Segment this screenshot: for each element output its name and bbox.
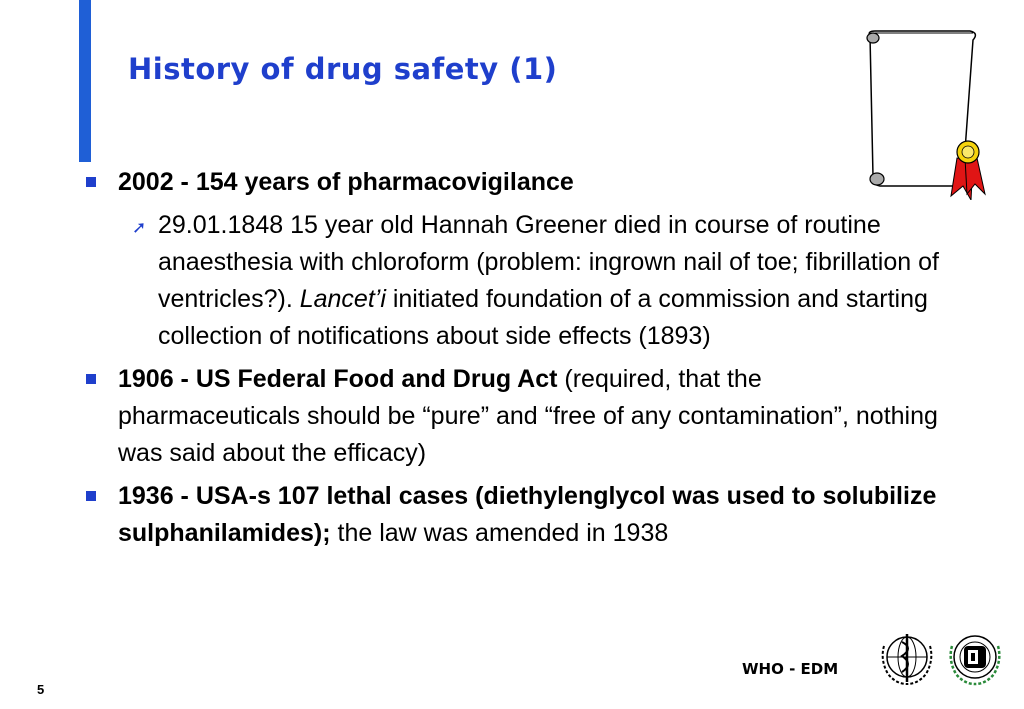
footer-label: WHO - EDM — [742, 660, 839, 678]
sub-bullet-item — [84, 207, 944, 355]
bullet-item — [84, 478, 944, 552]
sub-bullet-text: 29.01.1848 15 year old Hannah Greener died in course of routine anaesthesia with chloroform (problem: ingrown nail of toe; fibrillation of ventricles?). — [158, 211, 939, 313]
bullet-heading: 1906 - US Federal Food and Drug Act — [118, 365, 558, 393]
bullet-heading: 2002 - 154 years of pharmacovigilance — [118, 168, 574, 196]
bullet-item — [84, 164, 944, 201]
sub-bullet-italic: Lancet’i — [299, 285, 386, 313]
accent-bar — [79, 0, 91, 162]
slide-title: History of drug safety (1) — [128, 52, 558, 86]
bullet-item — [84, 361, 944, 472]
bullet-text: (required, that the pharmaceuticals should be “pure” and “free of any contamination”, nothing was said about the efficacy) — [118, 365, 938, 467]
bullet-square-icon — [86, 491, 96, 501]
un-edm-logo — [944, 626, 1006, 688]
bullet-square-icon — [86, 177, 96, 187]
who-emblem-logo — [876, 626, 938, 688]
bullet-heading: 1936 - USA-s 107 lethal cases (diethylenglycol was used to solubilize sulphanilamides); — [118, 482, 937, 547]
bullet-square-icon — [86, 374, 96, 384]
sub-bullet-arrow-icon: ➚ — [132, 218, 147, 237]
page-number: 5 — [37, 682, 45, 697]
sub-bullet-text-cont: initiated foundation of a commission and starting collection of notifications about side effects (1893) — [158, 285, 928, 350]
bullet-list — [84, 164, 944, 558]
bullet-text: the law was amended in 1938 — [330, 519, 669, 547]
